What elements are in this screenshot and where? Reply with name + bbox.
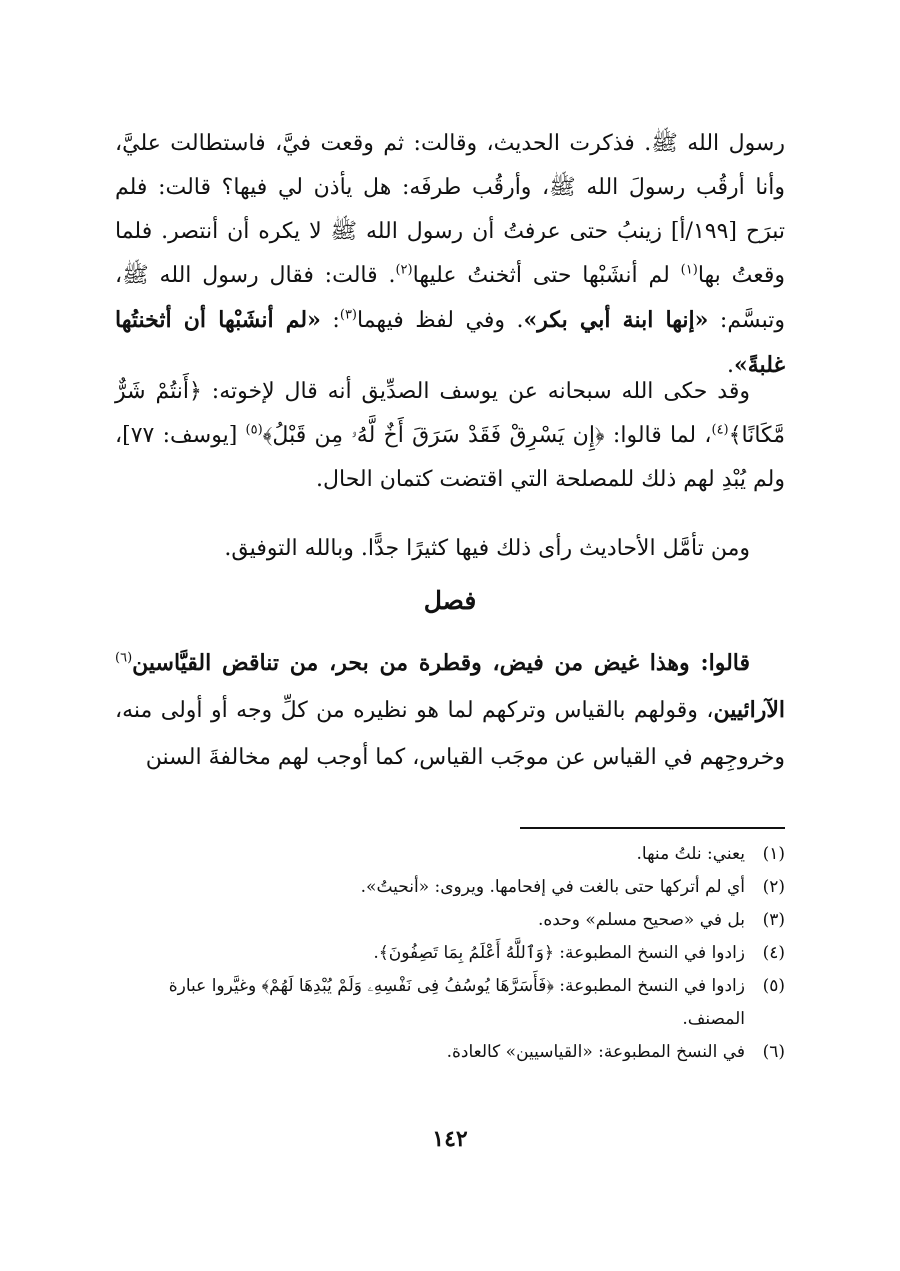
page-number: ١٤٢ bbox=[432, 1126, 468, 1152]
footnote-ref-5[interactable]: (٥) bbox=[245, 422, 263, 438]
section-heading: فصل bbox=[423, 586, 477, 615]
footnote-text: زادوا في النسخ المطبوعة: ﴿وَٱللَّهُ أَعْلَمُ بِمَا تَصِفُونَ﴾. bbox=[373, 943, 745, 963]
footnote-3 bbox=[115, 904, 785, 937]
footnote-number: (٥) bbox=[762, 976, 785, 996]
text-run: . قالت: فقال رسول الله ﷺ، وتبسَّم: bbox=[115, 263, 785, 333]
text-run: وقد حكى الله سبحانه عن يوسف الصدِّيق أنه قال لإخوته: ﴿أَنتُمْ شَرٌّ مَّكَانًا﴾ bbox=[115, 379, 785, 448]
text-run: ، لما قالوا: ﴿إِن يَسْرِقْ فَقَدْ سَرَقَ أَخٌ لَّهُۥ مِن قَبْلُ﴾ bbox=[262, 423, 712, 448]
footnote-1 bbox=[115, 838, 785, 871]
text-run: ، وقولهم بالقياس وتركهم لما هو نظيره من كلِّ وجه أو أولى منه، وخروجِهم في القياس عن موجَب القياس، كما أوجب لهم مخالفةَ السنن bbox=[115, 698, 785, 770]
footnote-number: (٤) bbox=[762, 943, 785, 963]
footnote-text: أي لم أتركها حتى بالغت في إفحامها. ويروى: «أنحيتُ». bbox=[360, 877, 745, 897]
footnote-text: بل في «صحيح مسلم» وحده. bbox=[538, 910, 745, 930]
footnote-2 bbox=[115, 871, 785, 904]
footnote-text: زادوا في النسخ المطبوعة: ﴿فَأَسَرَّهَا يُوسُفُ فِى نَفْسِهِۦ وَلَمْ يُبْدِهَا لَهُمْ﴾ وغيَّروا عبارة المصنف. bbox=[168, 976, 745, 1029]
paragraph-2 bbox=[115, 370, 785, 502]
footnote-number: (٢) bbox=[762, 877, 785, 897]
text-run: رسول الله ﷺ. فذكرت الحديث، وقالت: ثم وقعت فيَّ، فاستطالت عليَّ، وأنا أرقُب رسولَ الله ﷺ، وأرقُب طرفَه: هل يأذن لي فيها؟ قالت: فلم تبرَح [١٩٩/أ] زينبُ حتى عرفتُ أن رسول الله ﷺ لا يكره أن أنتصر. فلما وقعتُ بها bbox=[115, 131, 785, 288]
footnote-ref-4[interactable]: (٤) bbox=[711, 422, 729, 438]
quote-text: «إنها ابنة أبي بكر» bbox=[523, 307, 709, 333]
footnote-6 bbox=[115, 1036, 785, 1069]
footnote-divider bbox=[520, 827, 785, 829]
quote-text: «لم أنشَبْها أن أثخنتُها غلبةً» bbox=[115, 307, 785, 378]
footnote-number: (١) bbox=[762, 844, 785, 864]
text-run: . وفي لفظ فيهما bbox=[357, 308, 524, 333]
bold-text: الآرائيين bbox=[713, 697, 785, 723]
paragraph-4 bbox=[115, 640, 785, 781]
footnote-ref-3[interactable]: (٣) bbox=[339, 307, 357, 323]
footnote-text: يعني: نلتُ منها. bbox=[636, 844, 745, 864]
paragraph-3: ومن تأمَّل الأحاديث رأى ذلك فيها كثيرًا جدًّا. وبالله التوفيق. bbox=[224, 536, 750, 561]
text-run: [يوسف: ٧٧]، ولم يُبْدِ لهم ذلك للمصلحة التي اقتضت كتمان الحال. bbox=[115, 423, 785, 492]
footnote-ref-6[interactable]: (٦) bbox=[115, 650, 133, 666]
text-run: لم أنشَبْها حتى أثخنتُ عليها bbox=[412, 263, 681, 288]
footnote-text: في النسخ المطبوعة: «القياسيين» كالعادة. bbox=[446, 1042, 745, 1062]
text-run: : bbox=[320, 308, 340, 333]
footnote-5 bbox=[115, 970, 785, 1036]
paragraph-1 bbox=[115, 122, 785, 388]
bold-text: قالوا: وهذا غيض من فيض، وقطرة من بحر، من تناقض القيَّاسين bbox=[132, 650, 750, 676]
footnote-number: (٣) bbox=[762, 910, 785, 930]
footnote-number: (٦) bbox=[762, 1042, 785, 1062]
text-run: . bbox=[727, 353, 735, 378]
footnote-ref-2[interactable]: (٢) bbox=[395, 262, 413, 278]
footnote-4 bbox=[115, 937, 785, 970]
footnote-ref-1[interactable]: (١) bbox=[680, 262, 698, 278]
footnotes-list bbox=[115, 838, 785, 1069]
